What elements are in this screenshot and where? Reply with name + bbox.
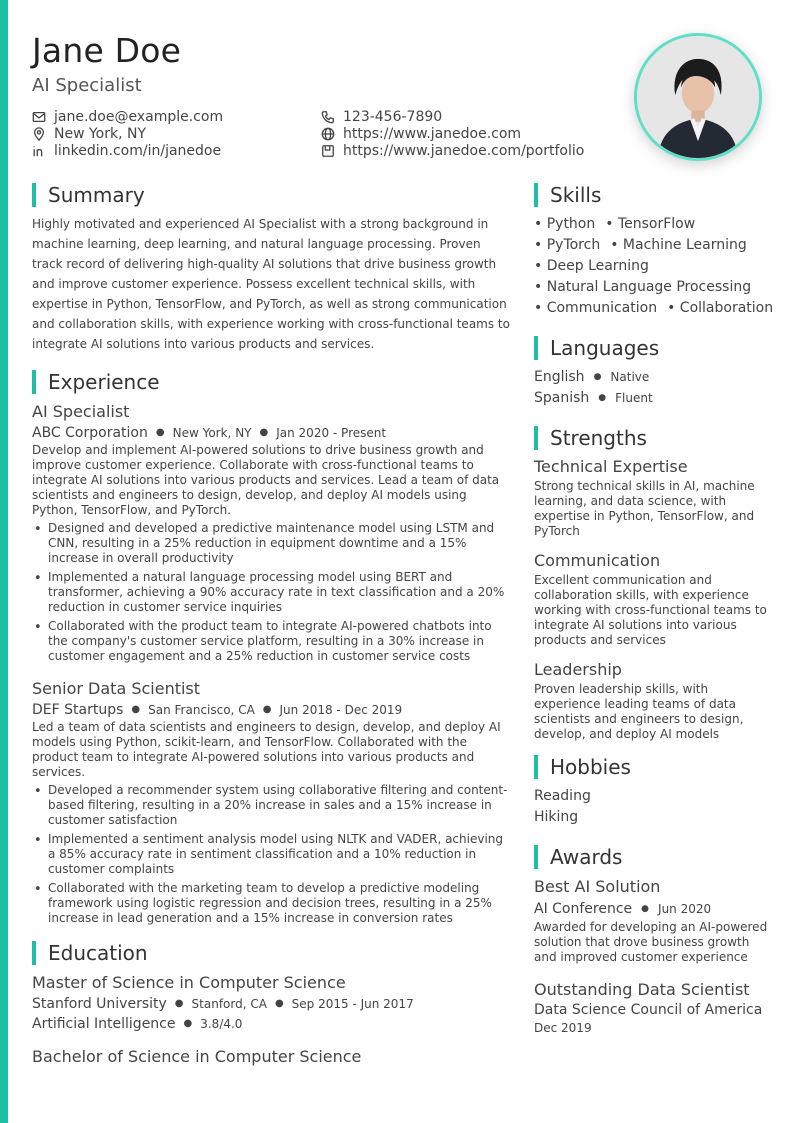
- strength-description: Proven leadership skills, with experience leading teams of data scientists and engineers to design, develop, and deploy AI models: [534, 682, 744, 741]
- separator-dot: ●: [174, 998, 184, 1009]
- contact-email[interactable]: jane.doe@example.com: [32, 108, 223, 126]
- strengths-list: [534, 457, 769, 742]
- separator-dot: ●: [259, 427, 269, 438]
- education-field-row: [32, 1014, 512, 1034]
- skills-heading-label: Skills: [550, 183, 602, 207]
- education-field: Artificial Intelligence: [32, 1016, 176, 1032]
- education-heading: [32, 940, 512, 966]
- portfolio-icon: [321, 144, 335, 158]
- accent-bar: [0, 0, 8, 1123]
- job-meta: [32, 700, 512, 720]
- hobbies-heading: [534, 754, 769, 780]
- heading-accent: [32, 941, 36, 965]
- skill-item: • Collaboration: [667, 300, 774, 316]
- school-name: Stanford University: [32, 996, 167, 1012]
- separator-dot: ●: [598, 393, 607, 403]
- job-achievements: [32, 783, 512, 926]
- skill-item: • Communication: [534, 300, 658, 316]
- experience-heading: [32, 369, 512, 395]
- contact-portfolio[interactable]: https://www.janedoe.com/portfolio: [321, 142, 584, 160]
- skills-row: [534, 235, 769, 256]
- separator-dot: ●: [593, 372, 602, 382]
- achievement-item: • Collaborated with the marketing team to develop a predictive modeling framework using logistic regression and decision trees, resulting in a 25% increase in lead generation and a 15% increase in conversion rates: [32, 881, 512, 926]
- strength-title: Leadership: [534, 660, 622, 679]
- skill-item: • Deep Learning: [534, 258, 649, 274]
- summary-text: Highly motivated and experienced AI Specialist with a strong background in machine learning, deep learning, and natural language processing. Proven track record of delivering high-quality AI solutions that drive business growth and improve customer experience. Possess excellent technical skills, with expertise in Python, TensorFlow, and PyTorch, as well as strong communication and collaboration skills, with experience working with cross-functional teams to integrate AI solutions into various products and services.: [32, 217, 510, 351]
- summary-heading: [32, 182, 512, 208]
- summary-heading-label: Summary: [48, 183, 145, 207]
- profile-photo: [634, 33, 762, 161]
- education-meta: [32, 994, 512, 1014]
- strength-title: Communication: [534, 551, 661, 570]
- achievement-item: • Collaborated with the product team to integrate AI-powered chatbots into the company's customer service platform, resulting in a 30% increase in customer engagement and a 25% reduction in customer service costs: [32, 619, 512, 664]
- skills-row: [534, 214, 769, 235]
- separator-dot: ●: [262, 704, 272, 715]
- skill-item: • PyTorch: [534, 237, 601, 253]
- achievement-item: • Implemented a natural language processing model using BERT and transformer, achieving a 90% accuracy rate in text classification and a 20% reduction in customer service inquiries: [32, 570, 512, 615]
- job-company: DEF Startups: [32, 702, 124, 718]
- heading-accent: [32, 183, 36, 207]
- skills-row: [534, 277, 769, 298]
- contact-website[interactable]: https://www.janedoe.com: [321, 125, 521, 143]
- candidate-title: AI Specialist: [32, 75, 142, 96]
- language-name: English: [534, 369, 585, 385]
- language-level: Native: [610, 370, 650, 384]
- languages-heading-label: Languages: [550, 336, 660, 360]
- globe-icon: [321, 127, 335, 141]
- contact-location: New York, NY: [32, 125, 146, 143]
- separator-dot: ●: [155, 427, 165, 438]
- heading-accent: [534, 183, 538, 207]
- skill-item: • Python: [534, 216, 596, 232]
- education-item: [32, 972, 512, 1034]
- achievement-item: • Designed and developed a predictive maintenance model using LSTM and CNN, resulting in a 25% reduction in equipment downtime and a 15% increase in overall productivity: [32, 521, 512, 566]
- mail-icon: [32, 110, 46, 124]
- job-description: Led a team of data scientists and engineers to design, develop, and deploy AI models using Python, scikit-learn, and TensorFlow. Collaborated with the product team to integrate AI-powered solutions into various products and services.: [32, 720, 501, 779]
- skills-row: [534, 298, 774, 319]
- contact-linkedin[interactable]: linkedin.com/in/janedoe: [32, 142, 221, 160]
- hobbies-list: [534, 786, 769, 828]
- job-dates: Jan 2020 - Present: [276, 426, 387, 440]
- degree-title: Master of Science in Computer Science: [32, 973, 346, 992]
- linkedin-icon: [32, 144, 46, 158]
- language-name: Spanish: [534, 390, 590, 406]
- location-pin-icon: [32, 127, 46, 141]
- separator-dot: ●: [183, 1018, 193, 1029]
- strength-description: Excellent communication and collaboration skills, with experience working with cross-functional teams to integrate AI solutions into various products and services: [534, 573, 767, 647]
- award-meta: [534, 898, 769, 920]
- candidate-name: Jane Doe: [32, 31, 182, 70]
- job-location: New York, NY: [172, 426, 252, 440]
- school-location: Stanford, CA: [191, 997, 267, 1011]
- strengths-heading-label: Strengths: [550, 426, 647, 450]
- separator-dot: ●: [641, 904, 650, 914]
- language-item: [534, 367, 769, 388]
- awards-list: [534, 876, 769, 1037]
- side-column: [534, 182, 774, 1037]
- award-date: Dec 2019: [534, 1021, 592, 1035]
- skill-item: • Machine Learning: [610, 237, 747, 253]
- job-meta: [32, 423, 512, 443]
- skills-heading: [534, 182, 769, 208]
- hobby-item: Hiking: [534, 809, 579, 825]
- achievement-item: • Developed a recommender system using collaborative filtering and content-based filtering, resulting in a 20% increase in sales and a 15% increase in customer satisfaction: [32, 783, 512, 828]
- hobbies-heading-label: Hobbies: [550, 755, 631, 779]
- education-heading-label: Education: [48, 941, 148, 965]
- heading-accent: [534, 426, 538, 450]
- skills-row: [534, 256, 769, 277]
- heading-accent: [534, 845, 538, 869]
- award-title: Outstanding Data Scientist: [534, 980, 750, 999]
- heading-accent: [534, 336, 538, 360]
- job-company: ABC Corporation: [32, 425, 148, 441]
- language-level: Fluent: [615, 391, 653, 405]
- degree-title: Bachelor of Science in Computer Science: [32, 1047, 362, 1066]
- heading-accent: [32, 370, 36, 394]
- job-title: AI Specialist: [32, 402, 130, 421]
- portrait-image: [637, 36, 759, 158]
- education-gpa: 3.8/4.0: [200, 1017, 243, 1031]
- job-dates: Jun 2018 - Dec 2019: [279, 703, 403, 717]
- job-description: Develop and implement AI-powered solutions to drive business growth and improve customer experience. Collaborate with cross-functional teams to integrate AI solutions into various products and services. Lead a team of data scientists and engineers to design, develop, and deploy AI models using Python, TensorFlow, and PyTorch.: [32, 443, 500, 517]
- languages-list: [534, 367, 769, 409]
- language-item: [534, 388, 769, 409]
- skills-list: [534, 214, 774, 319]
- skill-item: • TensorFlow: [605, 216, 696, 232]
- education-item: [32, 1046, 512, 1068]
- education-dates: Sep 2015 - Jun 2017: [291, 997, 414, 1011]
- heading-accent: [534, 755, 538, 779]
- job-location: San Francisco, CA: [148, 703, 255, 717]
- phone-icon: [321, 110, 335, 124]
- experience-heading-label: Experience: [48, 370, 160, 394]
- experience-item: [32, 678, 512, 926]
- hobby-item: Reading: [534, 788, 591, 804]
- main-column: [32, 182, 512, 1080]
- awards-heading: [534, 844, 769, 870]
- header: [32, 30, 632, 98]
- award-date: Jun 2020: [658, 902, 712, 916]
- skill-item: • Natural Language Processing: [534, 279, 752, 295]
- award-title: Best AI Solution: [534, 877, 661, 896]
- languages-heading: [534, 335, 769, 361]
- strength-description: Strong technical skills in AI, machine learning, and data science, with expertise in Python, TensorFlow, and PyTorch: [534, 479, 755, 538]
- achievement-item: • Implemented a sentiment analysis model using NLTK and VADER, achieving a 85% accuracy rate in sentiment classification and a 10% reduction in customer complaints: [32, 832, 512, 877]
- strength-title: Technical Expertise: [534, 457, 688, 476]
- job-achievements: [32, 521, 512, 664]
- award-org: AI Conference: [534, 901, 633, 917]
- awards-heading-label: Awards: [550, 845, 623, 869]
- strengths-heading: [534, 425, 769, 451]
- separator-dot: ●: [274, 998, 284, 1009]
- experience-item: [32, 401, 512, 664]
- separator-dot: ●: [131, 704, 141, 715]
- award-description: Awarded for developing an AI-powered solution that drove business growth and improved customer experience: [534, 920, 768, 964]
- award-org: Data Science Council of America: [534, 1002, 763, 1018]
- job-title: Senior Data Scientist: [32, 679, 201, 698]
- contact-phone[interactable]: 123-456-7890: [321, 108, 442, 126]
